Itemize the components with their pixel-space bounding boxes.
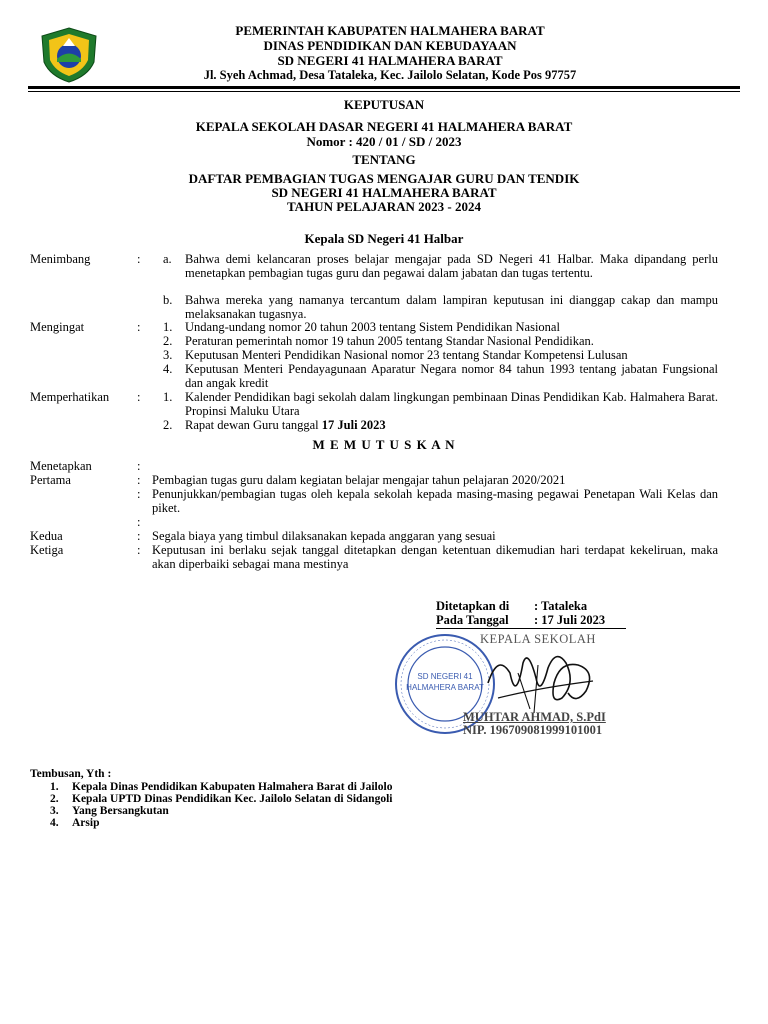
mengingat-num: 1. — [163, 320, 173, 334]
tembusan-num: 3. — [50, 805, 59, 817]
memperhatikan-label: Memperhatikan — [30, 390, 110, 404]
mengingat-num: 4. — [163, 362, 173, 376]
decision-label: Pertama — [30, 473, 71, 487]
tanggal-label: Pada Tanggal — [436, 613, 509, 627]
menimbang-num: a. — [163, 252, 172, 266]
decision-colon: : — [137, 529, 141, 543]
header-rule-thin — [28, 91, 740, 92]
stamp-line2: HALMAHERA BARAT — [406, 683, 484, 692]
decision-colon: : — [137, 459, 141, 473]
doc-number: Nomor : 420 / 01 / SD / 2023 — [306, 134, 462, 149]
handwritten-signature — [478, 643, 608, 718]
head-title: Kepala SD Negeri 41 Halbar — [304, 231, 464, 246]
decision-text: Penunjukkan/pembagian tugas oleh kepala sekolah kepada masing-masing pegawai Penetapan Wali Kelas dan piket. — [152, 487, 718, 515]
tembusan-item: Arsip — [72, 817, 100, 829]
decision-label: Menetapkan — [30, 459, 92, 473]
ditetapkan-value: : Tataleka — [534, 599, 588, 613]
address-line: Jl. Syeh Achmad, Desa Tataleka, Kec. Jailolo Selatan, Kode Pos 97757 — [203, 68, 577, 82]
decision-label: Ketiga — [30, 543, 64, 557]
memperhatikan-colon: : — [137, 390, 141, 404]
menimbang-item: Bahwa demi kelancaran proses belajar mengajar pada SD Negeri 41 Halbar. Maka dipandang perlu menetapkan pembagian tugas guru dan pegawai dalam jabatan dan tugas tertentu. — [185, 252, 718, 280]
decision-text: Segala biaya yang timbul dilaksanakan kepada anggaran yang sesuai — [152, 529, 496, 543]
dept-line: DINAS PENDIDIKAN DAN KEBUDAYAAN — [263, 38, 517, 53]
rapat-text: Rapat dewan Guru tanggal — [185, 418, 322, 432]
tembusan-item: Kepala UPTD Dinas Pendidikan Kec. Jailolo Selatan di Sidangoli — [72, 793, 393, 805]
mengingat-item: Peraturan pemerintah nomor 19 tahun 2005 tentang Standar Nasional Pendidikan. — [185, 334, 594, 348]
stamp-line1: SD NEGERI 41 — [417, 672, 473, 681]
signer-nip: NIP. 196709081999101001 — [463, 723, 603, 737]
subject-line2: SD NEGERI 41 HALMAHERA BARAT — [271, 185, 497, 200]
mengingat-label: Mengingat — [30, 320, 85, 334]
signer-role: KEPALA SEKOLAH — [480, 632, 596, 646]
tembusan-item: Yang Bersangkutan — [72, 805, 169, 817]
memperhatikan-num: 1. — [163, 390, 173, 404]
decision-colon: : — [137, 515, 141, 529]
regency-logo — [38, 26, 100, 84]
subject-line1: DAFTAR PEMBAGIAN TUGAS MENGAJAR GURU DAN TENDIK — [188, 171, 580, 186]
school-line: SD NEGERI 41 HALMAHERA BARAT — [277, 53, 503, 68]
decision-colon: : — [137, 473, 141, 487]
issuer: KEPALA SEKOLAH DASAR NEGERI 41 HALMAHERA BARAT — [195, 119, 573, 134]
decision-text: Keputusan ini berlaku sejak tanggal ditetapkan dengan ketentuan dikemudian hari terdapat kekeliruan, maka akan diperbaiki sebagai mana mestinya — [152, 543, 718, 571]
signer-name: MUHTAR AHMAD, S.PdI — [463, 710, 606, 724]
memperhatikan-num: 2. — [163, 418, 173, 432]
tembusan-num: 2. — [50, 793, 59, 805]
menimbang-num: b. — [163, 293, 173, 307]
decision-colon: : — [137, 543, 141, 557]
decision-label: Kedua — [30, 529, 63, 543]
doc-type: KEPUTUSAN — [343, 97, 425, 112]
gov-line: PEMERINTAH KABUPATEN HALMAHERA BARAT — [235, 23, 545, 38]
memperhatikan-item: Kalender Pendidikan bagi sekolah dalam lingkungan pembinaan Dinas Pendidikan Kab. Halmahera Barat. Propinsi Maluku Utara — [185, 390, 718, 418]
tembusan-num: 1. — [50, 781, 59, 793]
memutuskan-heading: M E M U T U S K A N — [312, 437, 456, 452]
subject-line3: TAHUN PELAJARAN 2023 - 2024 — [286, 199, 482, 214]
mengingat-item: Undang-undang nomor 20 tahun 2003 tentang Sistem Pendidikan Nasional — [185, 320, 560, 334]
tentang: TENTANG — [352, 152, 416, 167]
ditetapkan-label: Ditetapkan di — [436, 599, 510, 613]
mengingat-item: Keputusan Menteri Pendidikan Nasional nomor 23 tentang Standar Kompetensi Lulusan — [185, 348, 628, 362]
menimbang-colon: : — [137, 252, 141, 266]
tembusan-title: Tembusan, Yth : — [30, 768, 112, 780]
memperhatikan-item — [185, 419, 718, 433]
mengingat-num: 3. — [163, 348, 173, 362]
tembusan-item: Kepala Dinas Pendidikan Kabupaten Halmahera Barat di Jailolo — [72, 781, 393, 793]
tanggal-value: : 17 Juli 2023 — [534, 613, 606, 627]
mengingat-colon: : — [137, 320, 141, 334]
menimbang-item: Bahwa mereka yang namanya tercantum dalam lampiran keputusan ini dianggap cakap dan mampu melaksanakan tugasnya. — [185, 293, 718, 321]
rapat-date: 17 Juli 2023 — [321, 418, 386, 432]
menimbang-label: Menimbang — [30, 252, 91, 266]
header-rule-thick — [28, 86, 740, 89]
mengingat-item: Keputusan Menteri Pendayagunaan Aparatur Negara nomor 84 tahun 1993 tentang jabatan Fungsional dan angak kredit — [185, 362, 718, 390]
mengingat-num: 2. — [163, 334, 173, 348]
tanggal-underline — [436, 628, 626, 629]
decision-text: Pembagian tugas guru dalam kegiatan belajar mengajar tahun pelajaran 2020/2021 — [152, 473, 566, 487]
decision-colon: : — [137, 487, 141, 501]
tembusan-num: 4. — [50, 817, 59, 829]
